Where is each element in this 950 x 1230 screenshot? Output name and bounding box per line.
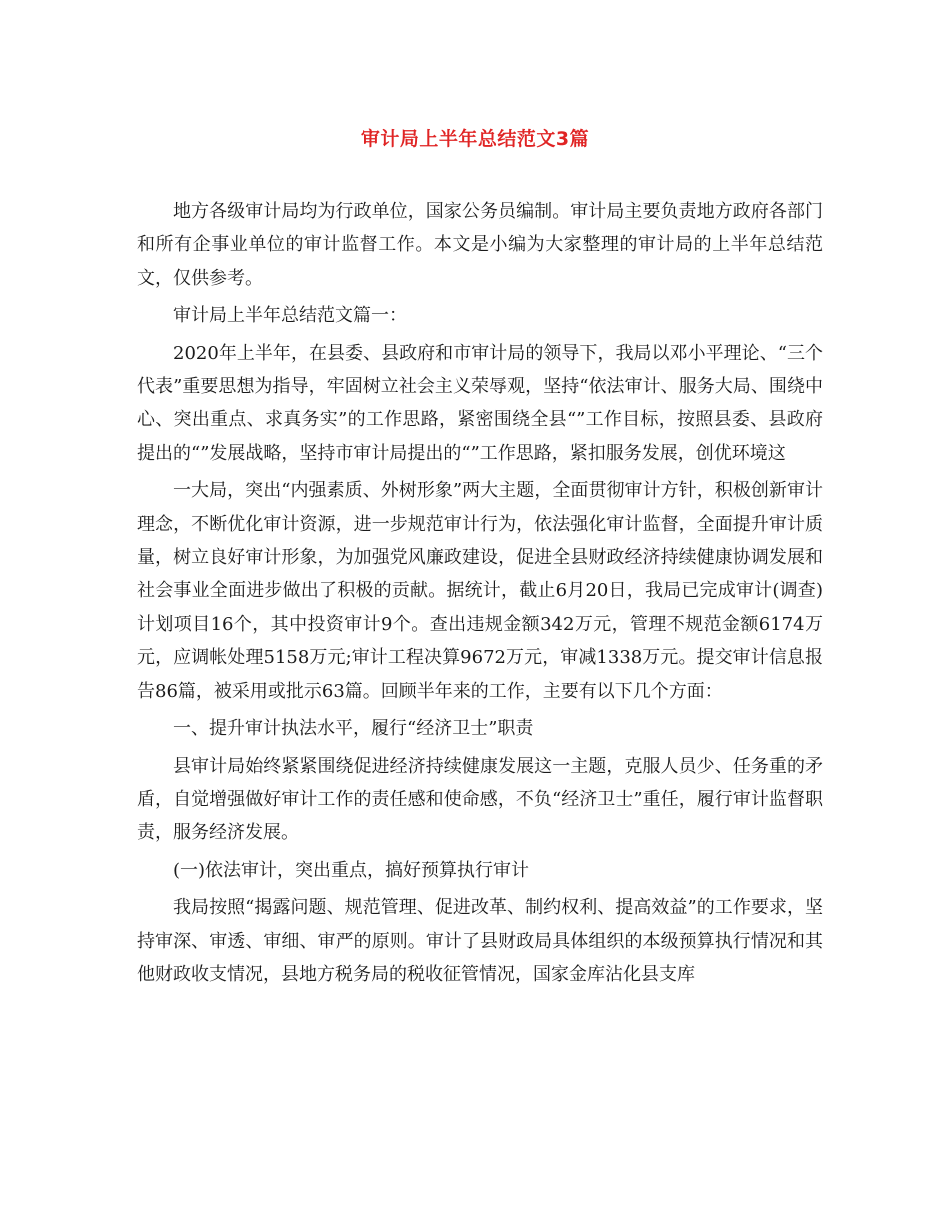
paragraph-budget-audit: 我局按照“揭露问题、规范管理、促进改革、制约权利、提高效益”的工作要求，坚持审深、审透、审细、审严的原则。审计了县财政局具体组织的本级预算执行情况和其他财政收支情况，县地方税务局的税收征管情况，国家金库沾化县支库 <box>137 897 823 985</box>
paragraph-statistics: 一大局，突出“内强素质、外树形象”两大主题，全面贯彻审计方针，积极创新审计理念，不断优化审计资源，进一步规范审计行为，依法强化审计监督，全面提升审计质量，树立良好审计形象，为加强党风廉政建设，促进全县财政经济持续健康协调发展和社会事业全面进步做出了积极的贡献。据统计，截止6月20日，我局已完成审计(调查)计划项目16个，其中投资审计9个。查出违规金额342万元，管理不规范金额6174万元，应调帐处理5158万元;审计工程决算9672万元，审减1338万元。提交审计信息报告86篇，被采用或批示63篇。回顾半年来的工作，主要有以下几个方面： <box>137 480 823 702</box>
paragraph-heading-one: 一、提升审计执法水平，履行“经济卫士”职责 <box>173 718 534 740</box>
document-title: 审计局上半年总结范文3篇 <box>360 128 590 150</box>
paragraph-intro: 地方各级审计局均为行政单位，国家公务员编制。审计局主要负责地方政府各部门和所有企事业单位的审计监督工作。本文是小编为大家整理的审计局的上半年总结范文，仅供参考。 <box>137 201 823 289</box>
document-body <box>137 195 823 995</box>
paragraph-section-heading: 审计局上半年总结范文篇一： <box>173 305 407 327</box>
paragraph-audit-duty: 县审计局始终紧紧围绕促进经济持续健康发展这一主题，克服人员少、任务重的矛盾，自觉增强做好审计工作的责任感和使命感，不负“经济卫士”重任，履行审计监督职责，服务经济发展。 <box>137 755 823 844</box>
paragraph-overview: 2020年上半年，在县委、县政府和市审计局的领导下，我局以邓小平理论、“三个代表”重要思想为指导，牢固树立社会主义荣辱观，坚持“依法审计、服务大局、围绕中心、突出重点、求真务实”的工作思路，紧密围绕全县“”工作目标，按照县委、县政府提出的“”发展战略，坚持市审计局提出的“”工作思路，紧扣服务发展，创优环境这 <box>137 342 823 464</box>
paragraph-subheading-one: (一)依法审计，突出重点，搞好预算执行审计 <box>173 859 530 881</box>
